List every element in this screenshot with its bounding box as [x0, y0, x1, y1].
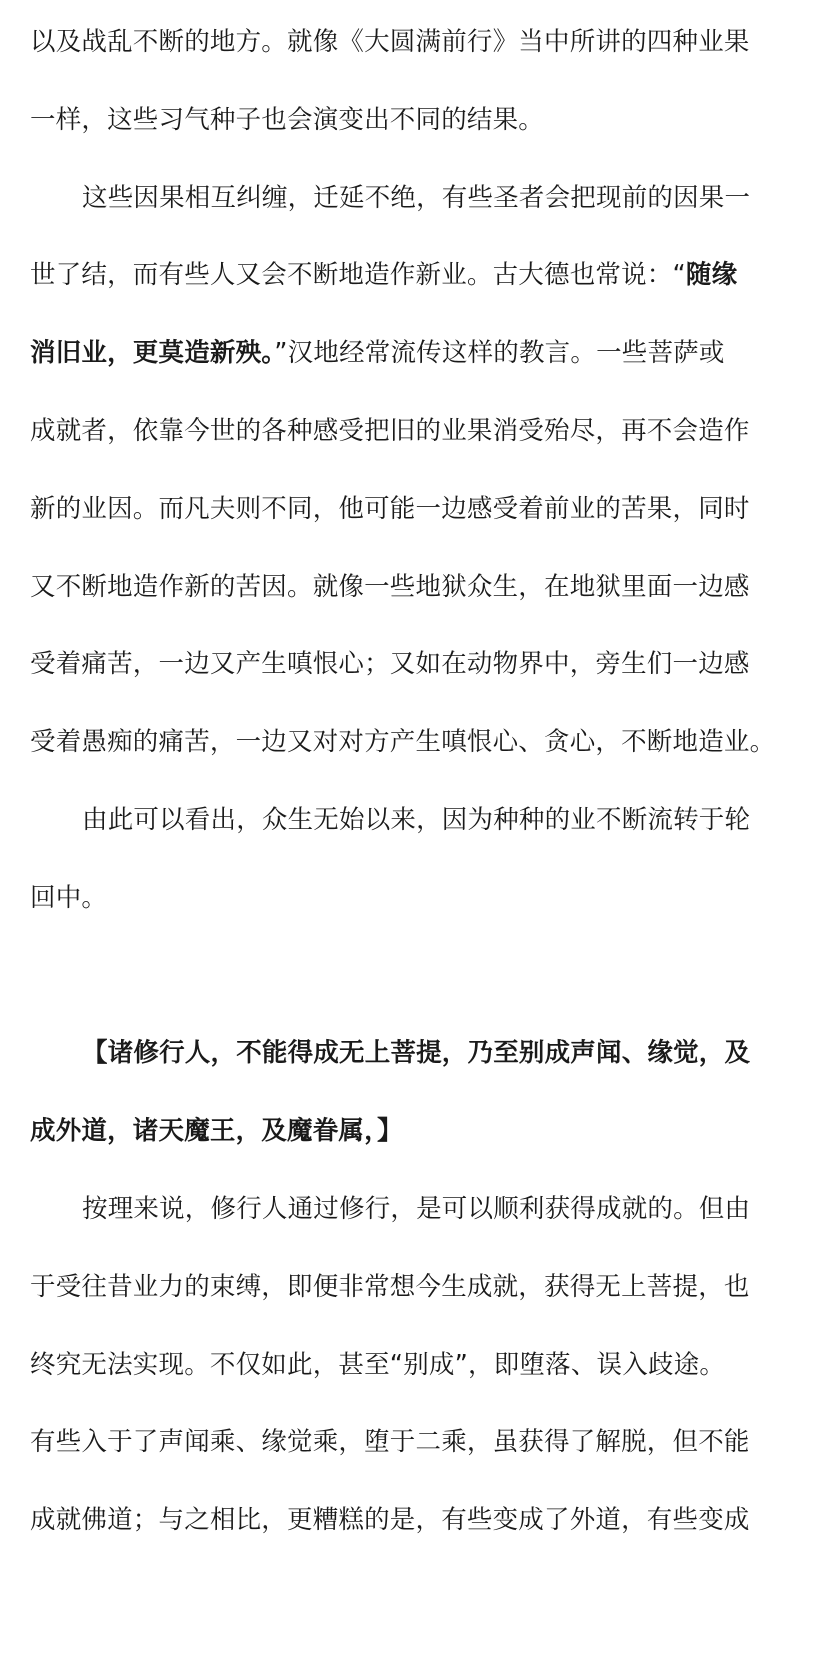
text-line: 由此可以看出，众生无始以来，因为种种的业不断流转于轮 [82, 804, 751, 835]
text-run: 世了结，而有些人又会不断地造作新业。古大德也常说：“ [30, 260, 686, 291]
text-line: 按理来说，修行人通过修行，是可以顺利获得成就的。但由 [82, 1193, 751, 1224]
text-line: 成就佛道；与之相比，更糟糕的是，有些变成了外道，有些变成 [30, 1505, 750, 1536]
paragraph-gap [30, 938, 799, 1016]
text-line: 回中。 [30, 882, 108, 913]
bold-quote: 消旧业，更莫造新殃。 [30, 338, 275, 369]
text-line: 终究无法实现。不仅如此，甚至“别成”，即堕落、误入歧途。 [30, 1349, 726, 1380]
text-line [30, 237, 799, 315]
text-line [30, 315, 799, 393]
text-line: 成就者，依靠今世的各种感受把旧的业果消受殆尽，再不会造作 [30, 415, 750, 446]
text-line: 一样，这些习气种子也会演变出不同的结果。 [30, 104, 545, 135]
text-run: ”汉地经常流传这样的教言。一些菩萨或 [274, 338, 725, 369]
text-line: 有些入于了声闻乘、缘觉乘，堕于二乘，虽获得了解脱，但不能 [30, 1427, 750, 1458]
text-line: 受着痛苦，一边又产生嗔恨心；又如在动物界中，旁生们一边感 [30, 649, 750, 680]
scripture-heading: 【诸修行人，不能得成无上菩提，乃至别成声闻、缘觉，及 [82, 1038, 751, 1069]
text-line: 受着愚痴的痛苦，一边又对对方产生嗔恨心、贪心，不断地造业。 [30, 727, 776, 758]
scripture-heading: 成外道，诸天魔王，及魔眷属，】 [30, 1116, 403, 1147]
text-line: 又不断地造作新的苦因。就像一些地狱众生，在地狱里面一边感 [30, 571, 750, 602]
text-line: 以及战乱不断的地方。就像《大圆满前行》当中所讲的四种业果 [30, 27, 750, 57]
text-line: 新的业因。而凡夫则不同，他可能一边感受着前业的苦果，同时 [30, 493, 750, 524]
bold-quote: 随缘 [685, 260, 738, 291]
text-line: 于受往昔业力的束缚，即便非常想今生成就，获得无上菩提，也 [30, 1271, 750, 1302]
text-line: 这些因果相互纠缠，迁延不绝，有些圣者会把现前的因果一 [82, 182, 751, 213]
